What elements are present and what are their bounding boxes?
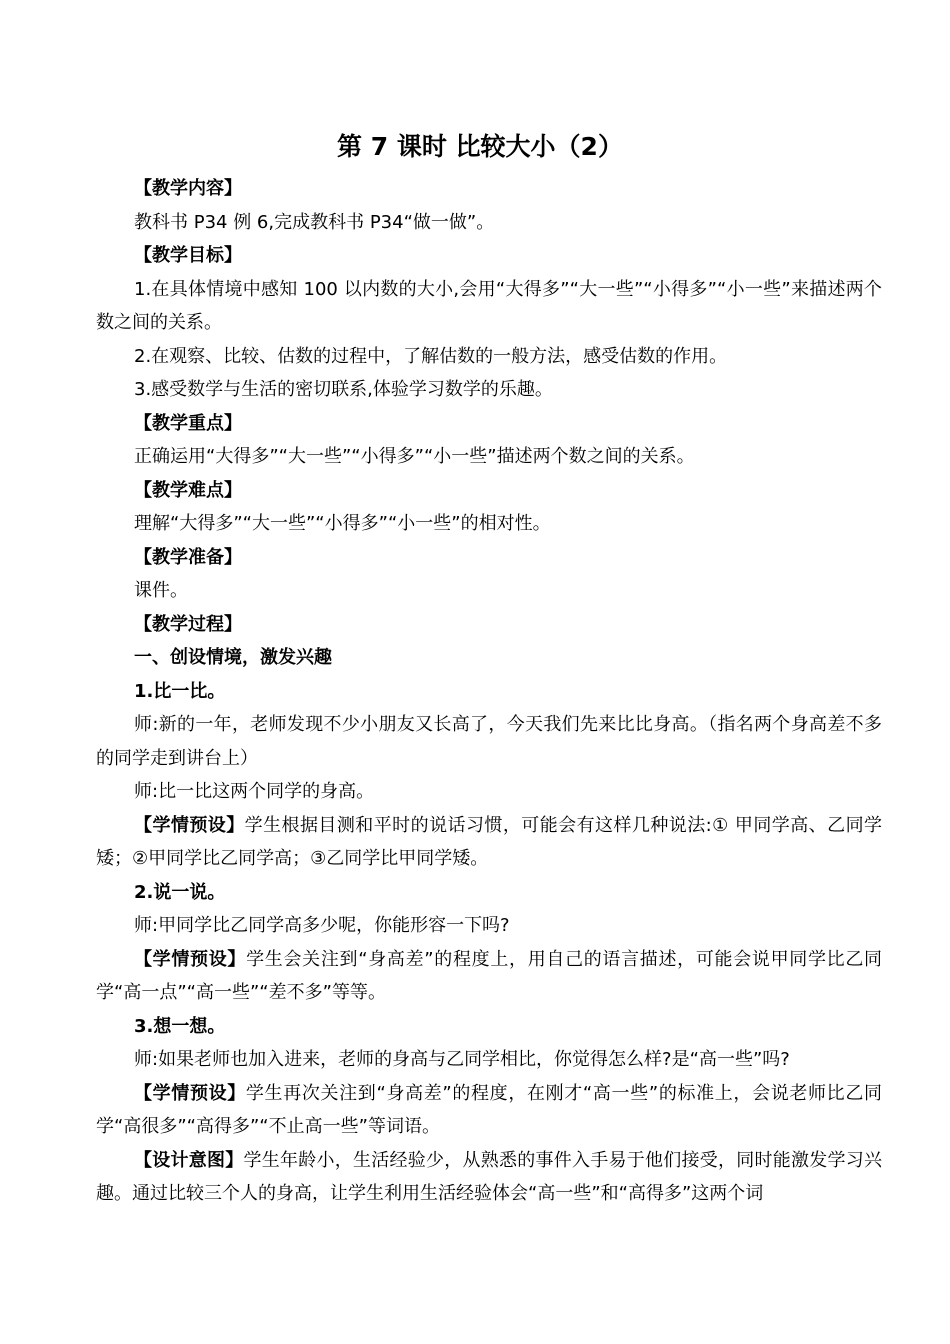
step-2-heading: 2.说一说。 xyxy=(134,881,226,903)
difficulty-heading: 【教学难点】 xyxy=(134,479,242,501)
key-text: 正确运用“大得多”“大一些”“小得多”“小一些”描述两个数之间的关系。 xyxy=(134,446,695,467)
preset-text-3: 学生再次关注到“身高差”的程度，在刚才“高一些”的标准上，会说老师比乙同学“高很多”“高得多”“不止高一些”等词语。 xyxy=(96,1082,882,1137)
preset-paragraph-1 xyxy=(96,809,882,876)
preset-label-3: 【学情预设】 xyxy=(134,1082,246,1104)
step-1-heading: 1.比一比。 xyxy=(134,680,226,702)
step-2-teacher: 师:甲同学比乙同学高多少呢，你能形容一下吗? xyxy=(134,915,510,936)
key-heading: 【教学重点】 xyxy=(134,412,242,434)
goal-1: 1.在具体情境中感知 100 以内数的大小,会用“大得多”“大一些”“小得多”“小一些”来描述两个数之间的关系。 xyxy=(96,278,882,333)
step-3-heading: 3.想一想。 xyxy=(134,1015,226,1037)
content-text: 教科书 P34 例 6,完成教科书 P34“做一做”。 xyxy=(134,211,495,233)
design-label: 【设计意图】 xyxy=(134,1149,244,1171)
document-body xyxy=(96,172,882,1211)
prep-text: 课件。 xyxy=(134,580,188,601)
process-heading: 【教学过程】 xyxy=(134,613,242,635)
preset-text-2: 学生会关注到“身高差”的程度上，用自己的语言描述，可能会说甲同学比乙同学“高一点”“高一些”“差不多”等等。 xyxy=(96,948,882,1003)
design-text: 学生年龄小，生活经验少，从熟悉的事件入手易于他们接受，同时能激发学习兴趣。通过比较三个人的身高，让学生利用生活经验体会“高一些”和“高得多”这两个词 xyxy=(96,1149,882,1204)
prep-heading: 【教学准备】 xyxy=(134,546,242,568)
difficulty-text: 理解“大得多”“大一些”“小得多”“小一些”的相对性。 xyxy=(134,513,551,534)
content-heading: 【教学内容】 xyxy=(134,178,242,199)
preset-label-1: 【学情预设】 xyxy=(134,814,245,836)
goal-3: 3.感受数学与生活的密切联系,体验学习数学的乐趣。 xyxy=(134,379,553,400)
goals-heading: 【教学目标】 xyxy=(134,245,242,266)
preset-text-1: 学生根据目测和平时的说话习惯，可能会有这样几种说法:① 甲同学高、乙同学矮；②甲同学比乙同学高；③乙同学比甲同学矮。 xyxy=(96,814,883,869)
design-paragraph xyxy=(96,1144,882,1211)
section-1-heading: 一、创设情境，激发兴趣 xyxy=(134,647,332,668)
preset-label-2: 【学情预设】 xyxy=(134,948,247,970)
page-title: 第 7 课时 比较大小（2） xyxy=(337,132,623,161)
step-1-teacher-b: 师:比一比这两个同学的身高。 xyxy=(134,781,375,802)
step-1-teacher-a: 师:新的一年，老师发现不少小朋友又长高了，今天我们先来比比身高。（指名两个身高差不多的同学走到讲台上） xyxy=(96,714,882,769)
preset-paragraph-2 xyxy=(96,943,882,1010)
goal-2: 2.在观察、比较、估数的过程中，了解估数的一般方法，感受估数的作用。 xyxy=(134,345,728,367)
preset-paragraph-3 xyxy=(96,1077,882,1144)
step-3-teacher: 师:如果老师也加入进来，老师的身高与乙同学相比，你觉得怎么样?是“高一些”吗? xyxy=(134,1049,790,1070)
